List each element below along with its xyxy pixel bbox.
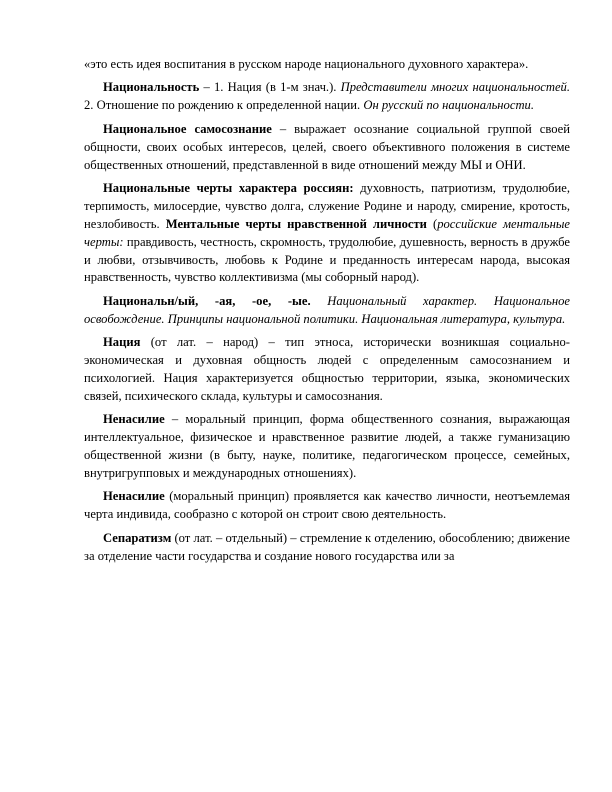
entry-term: Сепаратизм	[103, 530, 172, 545]
entry-definition: (	[426, 216, 438, 231]
entry-term: Национальность	[103, 80, 200, 95]
entry-nation	[84, 334, 570, 406]
entry-term: Ментальные черты нравственной личности	[165, 216, 427, 231]
entry-definition: 2. Отношение по рождению к определенной нации.	[84, 98, 364, 113]
entry-term: Национальные черты характера россиян:	[103, 180, 354, 195]
entry-definition: духовность, патриотизм, трудолюбие, терпимость, милосердие, чувство долга, служение Родине и народу, смирение, кротость, незлобивость.	[84, 180, 570, 231]
entry-term: Ненасилие	[103, 489, 165, 504]
entry-term: Национальное самосознание	[103, 121, 272, 136]
entry-term: Нация	[103, 335, 141, 350]
paragraph-quote-continuation	[84, 56, 570, 74]
paragraph-text: «это есть идея воспитания в русском народе национального духовного характера».	[84, 57, 529, 71]
entry-term: Национальн/ый, -ая, -ое, -ые.	[103, 293, 311, 308]
entry-separatism	[84, 530, 570, 566]
entry-definition: (от лат. – отдельный) – стремление к отделению, обособлению; движение за отделение части государства и создание нового государства или за	[84, 530, 570, 563]
entry-definition: – моральный принцип, форма общественного сознания, выражающая интеллектуальное, физическое и нравственное развитие людей, а также гуманизацию общественной жизни (в быту, науке, политике, педагогическом процессе, семейных, внутригрупповых и международных отношениях).	[84, 412, 570, 481]
entry-definition: (от лат. – народ) – тип этноса, исторически возникшая социально-экономическая и духовная общность людей с определенным самосознанием и психологией. Нация характеризуется общностью территории, языка, экономических связей, психического склада, культуры и самосознания.	[84, 335, 570, 403]
entry-definition: – 1. Нация (в 1-м знач.).	[199, 80, 341, 95]
entry-national-self-consciousness	[84, 121, 570, 175]
entry-national-adjective	[84, 293, 570, 329]
document-page	[84, 56, 570, 571]
entry-definition	[311, 294, 328, 308]
entry-example: Он русский по национальности.	[363, 98, 534, 113]
entry-nonviolence-principle	[84, 488, 570, 524]
entry-nonviolence	[84, 411, 570, 483]
entry-national-character-traits	[84, 180, 570, 287]
entry-example: российские ментальные черты:	[84, 216, 571, 249]
entry-term: Ненасилие	[103, 412, 165, 427]
entry-example: Представители многих национальностей.	[340, 80, 570, 95]
entry-definition: правдивость, честность, скромность, трудолюбие, душевность, верность в дружбе и любви, отзывчивость, любовь к Родине и преданность интересам народа, высокая нравственность, чувство коллективизма (мы соборный народ).	[84, 234, 570, 285]
entry-definition: – выражает осознание социальной группой своей общности, своих особых интересов, целей, своего объективного положения в системе общественных отношений, представленной в виде отношений между МЫ и ОНИ.	[84, 121, 570, 172]
entry-definition: (моральный принцип) проявляется как качество личности, неотъемлемая черта индивида, сообразно с которой он строит свою деятельность.	[84, 489, 570, 522]
entry-nationality	[84, 79, 570, 115]
entry-example: Национальный характер. Национальное освобождение. Принципы национальной политики. Национальная литература, культура.	[84, 293, 570, 326]
